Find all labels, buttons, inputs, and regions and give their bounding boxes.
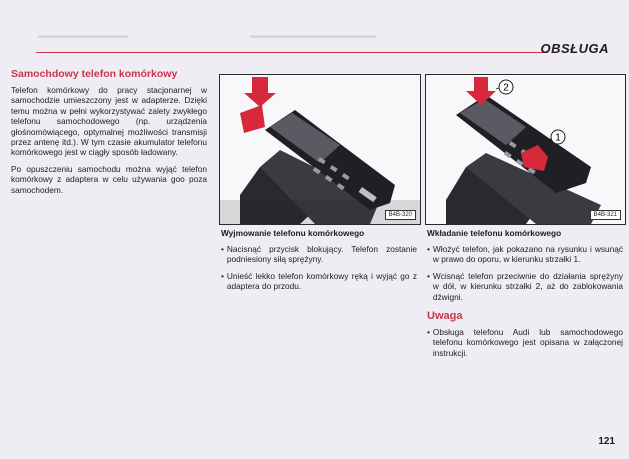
phone-removal-illustration (220, 75, 420, 224)
intro-paragraph: Telefon komórkowy do pracy stacjonarnej w samochodzie umieszczony jest w adapterze. Dzięki temu można w pełni wykorzystywać zalety zwykłego telefonu samochodowego (np. urządzenia głośnomówiącego, optymalnej możliwości transmisji przez antenę itd.). W tym czasie akumulator telefonu komórkowego jest w ciągły sposób ładowany. (11, 85, 207, 158)
figure-code: B4B-320 (385, 210, 416, 220)
figure-removing-phone (219, 74, 421, 225)
figure-inserting-phone (425, 74, 626, 225)
list-item: • Włożyć telefon, jak pokazano na rysunku i wsunąć w prawo do oporu, w kierunku strzałki 1. (427, 244, 623, 265)
intro-paragraph: Po opuszczeniu samochodu można wyjąć telefon komórkowy z adaptera w celu używania goo poza samochodem. (11, 163, 207, 195)
list-item: • Obsługa telefonu Audi lub samochodowego telefonu komórkowego jest opisana w załączonej instrukcji. (427, 327, 623, 358)
intro-column (11, 68, 207, 201)
section-title: OBSŁUGA (540, 41, 609, 56)
removal-heading: Wyjmowanie telefonu komórkowego (221, 228, 365, 238)
bleed-through-text: ▬▬▬▬▬▬▬▬▬▬ (38, 30, 128, 40)
removal-column (221, 228, 417, 298)
phone-insertion-illustration (426, 75, 625, 224)
list-item: • Unieść lekko telefon komórkowy ręką i wyjąć go z adaptera do przodu. (221, 270, 417, 292)
page-number: 121 (598, 436, 615, 447)
bullet-icon: • (427, 327, 430, 338)
figure-code: B4B-321 (590, 210, 621, 220)
list-item: • Nacisnąć przycisk blokujący. Telefon zostanie podniesiony siłą sprężyny. (221, 244, 417, 265)
callout-2: 2 (503, 82, 509, 94)
header-rule (36, 52, 548, 53)
list-item: • Wcisnąć telefon przeciwnie do działania sprężyny w dół, w kierunku strzałki 2, aż do zablokowania dźwigni. (427, 270, 623, 302)
insertion-column (427, 228, 623, 364)
bullet-icon: • (427, 270, 430, 281)
push-down-arrow-icon (244, 77, 276, 107)
callout-1: 1 (555, 132, 561, 144)
warning-heading: Uwaga (427, 310, 463, 323)
bullet-icon: • (221, 270, 224, 281)
bullet-icon: • (221, 244, 224, 254)
insertion-heading: Wkładanie telefonu komórkowego (427, 228, 562, 238)
bleed-through-text: ▬▬▬▬▬▬▬▬▬▬▬▬▬▬ (250, 30, 376, 40)
bullet-icon: • (427, 244, 430, 254)
intro-heading: Samochdowy telefon komórkowy (11, 68, 178, 80)
